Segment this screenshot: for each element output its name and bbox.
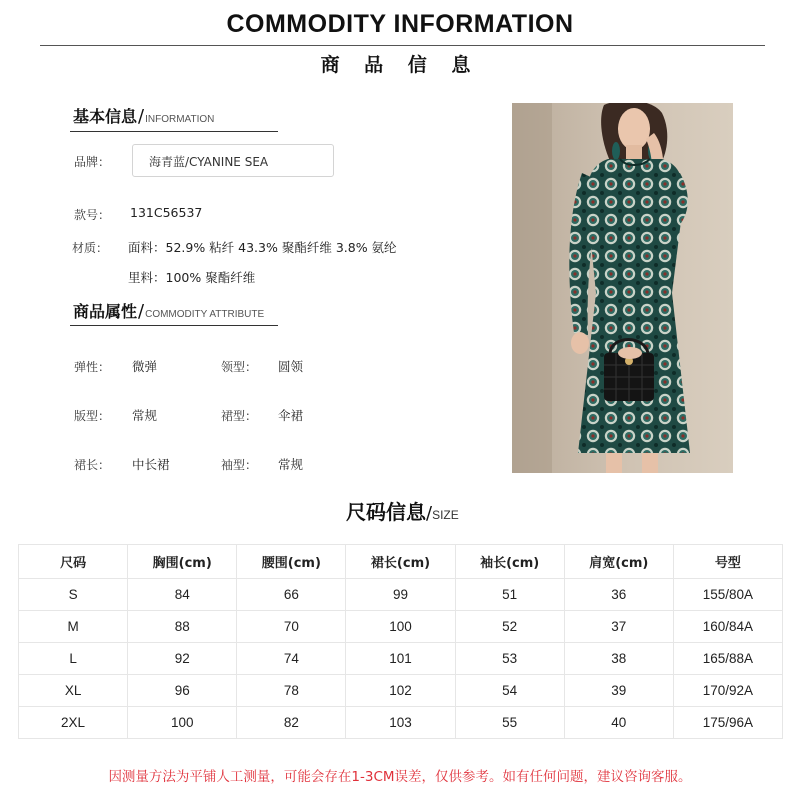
- size-table: [18, 544, 783, 739]
- table-cell: 2XL: [19, 707, 128, 739]
- basic-info-heading-cn: 基本信息: [73, 107, 138, 126]
- attr-value-sleeve: 常规: [278, 457, 304, 472]
- title-divider: [40, 45, 765, 46]
- table-cell: 74: [237, 643, 346, 675]
- attr-label-skirt-type: 裙型：: [221, 409, 258, 423]
- table-cell: 40: [564, 707, 673, 739]
- col-header-shoulder: 肩宽(cm): [564, 545, 673, 579]
- page-title-cn: 商 品 信 息: [320, 54, 480, 76]
- table-cell: S: [19, 579, 128, 611]
- table-cell: 92: [128, 643, 237, 675]
- material-lining: 里料：100% 聚酯纤维: [128, 270, 256, 285]
- table-cell: 165/88A: [673, 643, 782, 675]
- table-cell: 103: [346, 707, 455, 739]
- col-header-size: 尺码: [19, 545, 128, 579]
- table-row: [19, 675, 783, 707]
- table-cell: 101: [346, 643, 455, 675]
- basic-info-heading-slash: /: [138, 106, 145, 127]
- table-cell: 37: [564, 611, 673, 643]
- size-heading-en: SIZE: [432, 508, 459, 522]
- table-cell: 36: [564, 579, 673, 611]
- col-header-waist: 腰围(cm): [237, 545, 346, 579]
- table-cell: 160/84A: [673, 611, 782, 643]
- table-cell: 39: [564, 675, 673, 707]
- table-cell: 96: [128, 675, 237, 707]
- attr-label-sleeve: 袖型：: [221, 458, 258, 472]
- basic-info-rule: [70, 131, 278, 132]
- table-cell: 155/80A: [673, 579, 782, 611]
- size-heading-cn: 尺码信息: [346, 500, 426, 524]
- dress-illustration: [512, 103, 733, 473]
- attribute-rule: [70, 325, 278, 326]
- basic-info-heading-en: INFORMATION: [145, 114, 215, 125]
- attribute-heading-en: COMMODITY ATTRIBUTE: [145, 309, 265, 320]
- table-row: [19, 611, 783, 643]
- col-header-bust: 胸围(cm): [128, 545, 237, 579]
- table-cell: 175/96A: [673, 707, 782, 739]
- col-header-skirt-length: 裙长(cm): [346, 545, 455, 579]
- attr-value-collar: 圆领: [278, 359, 304, 374]
- table-row: [19, 707, 783, 739]
- table-cell: 55: [455, 707, 564, 739]
- size-heading: [346, 496, 459, 525]
- col-header-body-type: 号型: [673, 545, 782, 579]
- table-cell: 66: [237, 579, 346, 611]
- page-title-en: COMMODITY INFORMATION: [226, 10, 574, 38]
- table-cell: 170/92A: [673, 675, 782, 707]
- measurement-note: 因测量方法为平铺人工测量，可能会存在1-3CM误差，仅供参考。如有任何问题，建议咨询客服。: [108, 769, 692, 785]
- material-label: 材质：: [72, 241, 109, 255]
- size-table-header-row: [19, 545, 783, 579]
- table-row: [19, 643, 783, 675]
- table-cell: 38: [564, 643, 673, 675]
- attr-value-elasticity: 微弹: [132, 359, 158, 374]
- attr-label-fit: 版型：: [74, 409, 111, 423]
- model-label: 款号：: [74, 208, 111, 222]
- table-cell: 99: [346, 579, 455, 611]
- product-photo: [512, 103, 733, 473]
- table-cell: 84: [128, 579, 237, 611]
- attr-label-collar: 领型：: [221, 360, 258, 374]
- material-face: 面料：52.9% 粘纤 43.3% 聚酯纤维 3.8% 氨纶: [128, 240, 397, 255]
- attribute-heading-cn: 商品属性: [73, 302, 138, 321]
- table-row: [19, 579, 783, 611]
- basic-info-heading: [73, 104, 214, 127]
- table-cell: 102: [346, 675, 455, 707]
- attr-label-skirt-length: 裙长：: [74, 458, 111, 472]
- attr-value-skirt-length: 中长裙: [132, 457, 170, 472]
- table-cell: XL: [19, 675, 128, 707]
- table-cell: 51: [455, 579, 564, 611]
- size-heading-slash: /: [426, 503, 433, 524]
- table-cell: 53: [455, 643, 564, 675]
- model-value: 131C56537: [130, 205, 203, 220]
- table-cell: 70: [237, 611, 346, 643]
- table-cell: 88: [128, 611, 237, 643]
- brand-label: 品牌：: [74, 155, 111, 169]
- brand-value-box: [132, 144, 334, 177]
- table-cell: 78: [237, 675, 346, 707]
- table-cell: 54: [455, 675, 564, 707]
- table-cell: M: [19, 611, 128, 643]
- attr-value-fit: 常规: [132, 408, 158, 423]
- table-cell: L: [19, 643, 128, 675]
- attr-value-skirt-type: 伞裙: [278, 408, 304, 423]
- table-cell: 100: [346, 611, 455, 643]
- table-cell: 82: [237, 707, 346, 739]
- table-cell: 100: [128, 707, 237, 739]
- table-cell: 52: [455, 611, 564, 643]
- col-header-sleeve-length: 袖长(cm): [455, 545, 564, 579]
- attr-label-elasticity: 弹性：: [74, 360, 111, 374]
- attribute-heading: [73, 299, 264, 322]
- attribute-heading-slash: /: [138, 301, 145, 322]
- brand-value: 海青蓝/CYANINE SEA: [149, 155, 269, 169]
